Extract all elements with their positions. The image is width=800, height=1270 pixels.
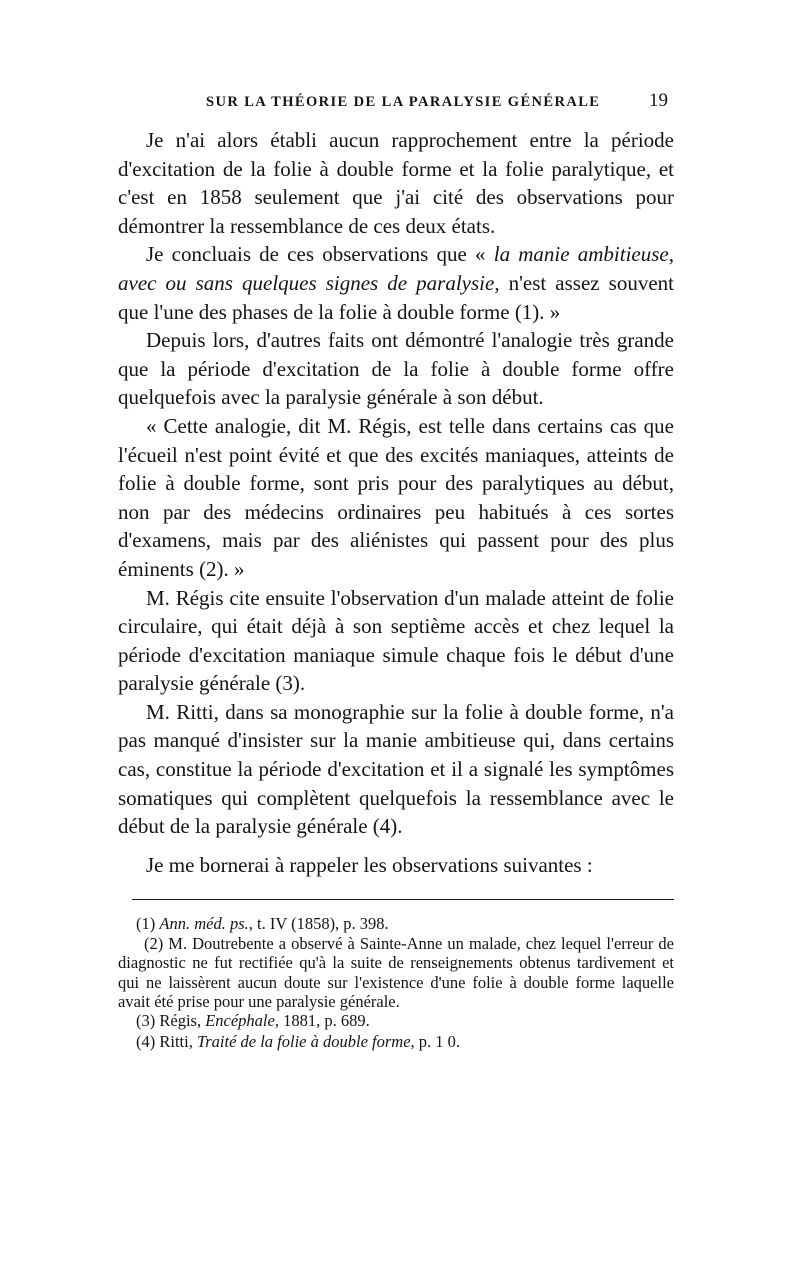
paragraph-1: Je n'ai alors établi aucun rapprochement entre la période d'excitation de la folie à double forme et la folie paralytique, et c'est en 1858 seulement que j'ai cité des observations pour démontrer la ressemblance de ces deux états. bbox=[118, 128, 674, 238]
paragraph-2 bbox=[118, 240, 674, 326]
footnote-2: (2) M. Doutrebente a observé à Sainte-Anne un malade, chez lequel l'erreur de diagnostic ne fut rectifiée qu'à la suite de renseignements obtenus tardivement et qui ne laissèrent aucun doute sur l'existence d'une folie à double forme laquelle avait été prise pour une paralysie générale. bbox=[118, 933, 674, 1012]
footnote-3-reference: , 1881, p. 689. bbox=[274, 1011, 370, 1031]
page-number: 19 bbox=[649, 90, 668, 111]
footnote-3-source: Encéphale bbox=[205, 1011, 275, 1031]
footnotes bbox=[118, 914, 674, 1051]
footnote-divider bbox=[132, 899, 674, 900]
paragraph-2-end: , n'est assez souvent que l'une des phases de la folie à double forme (1). » bbox=[118, 270, 674, 324]
book-page bbox=[118, 86, 674, 1051]
footnote-1 bbox=[118, 914, 674, 933]
footnote-1-reference: , t. IV (1858), p. 398. bbox=[248, 914, 389, 934]
footnote-4-source: Traité de la folie à double forme bbox=[196, 1031, 411, 1051]
paragraph-4: « Cette analogie, dit M. Régis, est telle dans certains cas que l'écueil n'est point évité et que des excités maniaques, atteints de folie à double forme, sont pris pour des paralytiques au début, non par des médecins ordinaires peu habitués à ces sortes d'examens, mais par des aliénistes qui passent pour des plus éminents (2). » bbox=[118, 413, 674, 581]
footnote-1-source: Ann. méd. ps. bbox=[159, 914, 249, 934]
paragraph-6: M. Ritti, dans sa monographie sur la folie à double forme, n'a pas manqué d'insister sur la manie ambitieuse qui, dans certains cas, constitue la période d'excitation et il a signalé les symptômes somatiques qui complètent quelquefois la ressemblance avec le début de la paralysie générale (4). bbox=[118, 699, 674, 839]
paragraph-3: Depuis lors, d'autres faits ont démontré l'analogie très grande que la période d'excitation de la folie à double forme offre quelquefois avec la paralysie générale à son début. bbox=[118, 328, 674, 410]
paragraph-7: Je me bornerai à rappeler les observations suivantes : bbox=[146, 852, 593, 877]
footnote-4-reference: , p. 1 0. bbox=[410, 1031, 461, 1051]
footnote-3-number: (3) Régis, bbox=[136, 1011, 206, 1031]
paragraph-2-start: Je concluais de ces observations que « bbox=[146, 242, 494, 267]
footnote-4 bbox=[118, 1032, 674, 1051]
running-head: SUR LA THÉORIE DE LA PARALYSIE GÉNÉRALE bbox=[206, 94, 601, 110]
paragraph-5: M. Régis cite ensuite l'observation d'un malade atteint de folie circulaire, qui était déjà à son septième accès et chez lequel la période d'excitation maniaque simule chaque fois le début d'une paralysie générale (3). bbox=[118, 585, 674, 696]
footnote-1-number: (1) bbox=[136, 914, 160, 934]
footnote-4-number: (4) Ritti, bbox=[136, 1031, 197, 1051]
body-text bbox=[118, 126, 674, 879]
page-header bbox=[118, 86, 674, 126]
footnote-3 bbox=[118, 1011, 674, 1030]
paragraph-2-italic-quote: la manie ambitieuse, avec ou sans quelques signes de paralysie bbox=[118, 242, 675, 295]
